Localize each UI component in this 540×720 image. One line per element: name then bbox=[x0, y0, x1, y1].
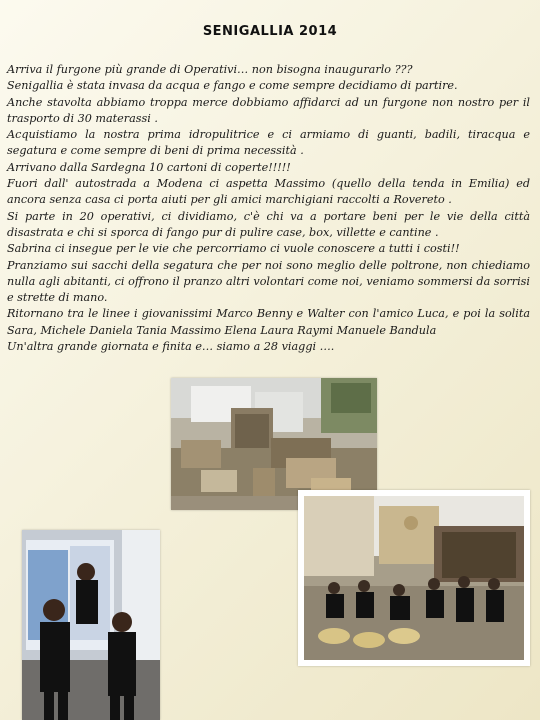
paragraph: Si parte in 20 operativi, ci dividiamo, c'è chi va a portare beni per le vie della città disastrata e chi si sporca di fango pur di pulire case, box, villette e cantine . bbox=[7, 209, 530, 239]
paragraph: Un'altra grande giornata e finita e… siamo a 28 viaggi …. bbox=[7, 340, 335, 354]
page-title: SENIGALLIA 2014 bbox=[202, 24, 338, 39]
paragraph: Acquistiamo la nostra prima idropulitrice e ci armiamo di guanti, badili, tiracqua e segatura e come sempre di beni di prima necessità . bbox=[7, 128, 530, 158]
volunteers-van-photo bbox=[22, 530, 160, 720]
paragraph: Senigallia è stata invasa da acqua e fango e come sempre decidiamo di partire. bbox=[7, 79, 458, 93]
paragraph: Fuori dall' autostrada a Modena ci aspetta Massimo (quello della tenda in Emilia) ed ancora senza casa ci porta aiuti per gli amici marchigiani raccolti a Rovereto . bbox=[7, 177, 530, 207]
paragraph: Ritornano tra le linee i giovanissimi Marco Benny e Walter con l'amico Luca, e poi la solita Sara, Michele Daniela Tania Massimo Elena Laura Raymi Manuele Bandula bbox=[7, 307, 530, 337]
story-text bbox=[7, 62, 530, 355]
paragraph: Anche stavolta abbiamo troppa merce dobbiamo affidarci ad un furgone non nostro per il trasporto di 30 materassi . bbox=[7, 95, 530, 125]
paragraph: Sabrina ci insegue per le vie che percorriamo ci vuole conoscere a tutti i costi!! bbox=[7, 242, 460, 256]
paragraph: Arrivano dalla Sardegna 10 cartoni di coperte!!!!! bbox=[7, 160, 291, 174]
volunteers-lunch-photo bbox=[298, 490, 530, 666]
paragraph: Arriva il furgone più grande di Operativi… non bisogna inaugurarlo ??? bbox=[7, 63, 413, 76]
paragraph: Pranziamo sui sacchi della segatura che per noi sono meglio delle poltrone, non chiediamo nulla agli abitanti, ci offrono il pranzo altri volontari come noi, veniamo sommersi da sorrisi e strette di mano. bbox=[7, 258, 530, 305]
